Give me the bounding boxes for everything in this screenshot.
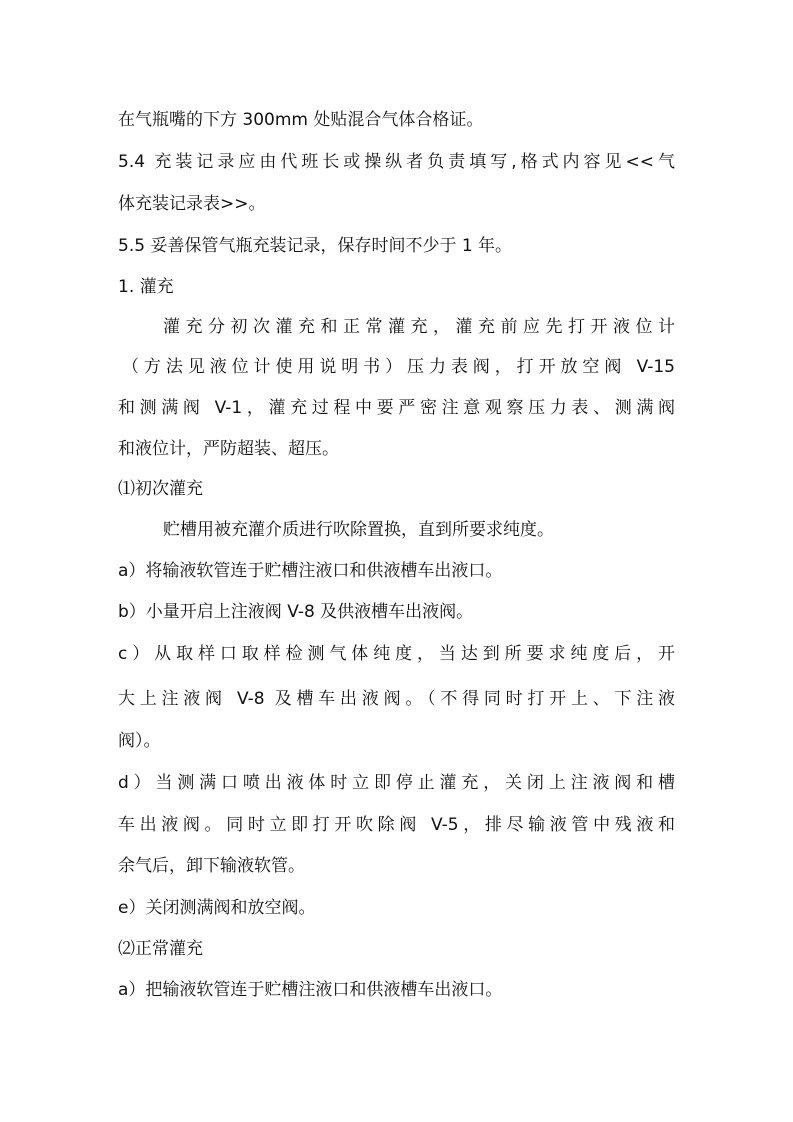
list-item: d）当测满口喷出液体时立即停止灌充，关闭上注液阀和槽 xyxy=(118,773,675,793)
text-line: 在气瓶嘴的下方 300mm 处贴混合气体合格证。 xyxy=(118,110,484,130)
text-line: 5.5 妥善保管气瓶充装记录，保存时间不少于 1 年。 xyxy=(118,236,513,256)
list-item: a）把输液软管连于贮槽注液口和供液槽车出液口。 xyxy=(118,980,503,1000)
text-line: 和测满阀 V-1，灌充过程中要严密注意观察压力表、测满阀 xyxy=(118,398,675,418)
subsection-heading: ⑵正常灌充 xyxy=(118,939,203,959)
text-line: 和液位计，严防超装、超压。 xyxy=(118,439,339,459)
subsection-heading: ⑴初次灌充 xyxy=(118,479,203,499)
text-line: 贮槽用被充灌介质进行吹除置换，直到所要求纯度。 xyxy=(163,520,554,540)
list-item: c）从取样口取样检测气体纯度，当达到所要求纯度后，开 xyxy=(118,644,675,664)
text-line: 阀）。 xyxy=(118,731,161,751)
section-heading: 1. 灌充 xyxy=(118,277,174,297)
text-line: 余气后，卸下输液软管。 xyxy=(118,856,305,876)
text-line: 体充装记录表>>。 xyxy=(118,194,266,214)
list-item: a）将输液软管连于贮槽注液口和供液槽车出液口。 xyxy=(118,561,503,581)
text-line: 车出液阀。同时立即打开吹除阀 V-5，排尽输液管中残液和 xyxy=(118,815,675,835)
text-line: 5.4 充装记录应由代班长或操纵者负责填写,格式内容见<<气 xyxy=(118,152,675,172)
list-item: b）小量开启上注液阀 V-8 及供液槽车出液阀。 xyxy=(118,602,474,622)
list-item: e）关闭测满阀和放空阀。 xyxy=(118,898,316,918)
text-line: 灌充分初次灌充和正常灌充，灌充前应先打开液位计 xyxy=(163,317,675,337)
text-line: （方法见液位计使用说明书）压力表阀，打开放空阀 V-15 xyxy=(122,357,675,377)
text-line: 大上注液阀 V-8 及槽车出液阀。（不得同时打开上、下注液 xyxy=(118,689,675,709)
